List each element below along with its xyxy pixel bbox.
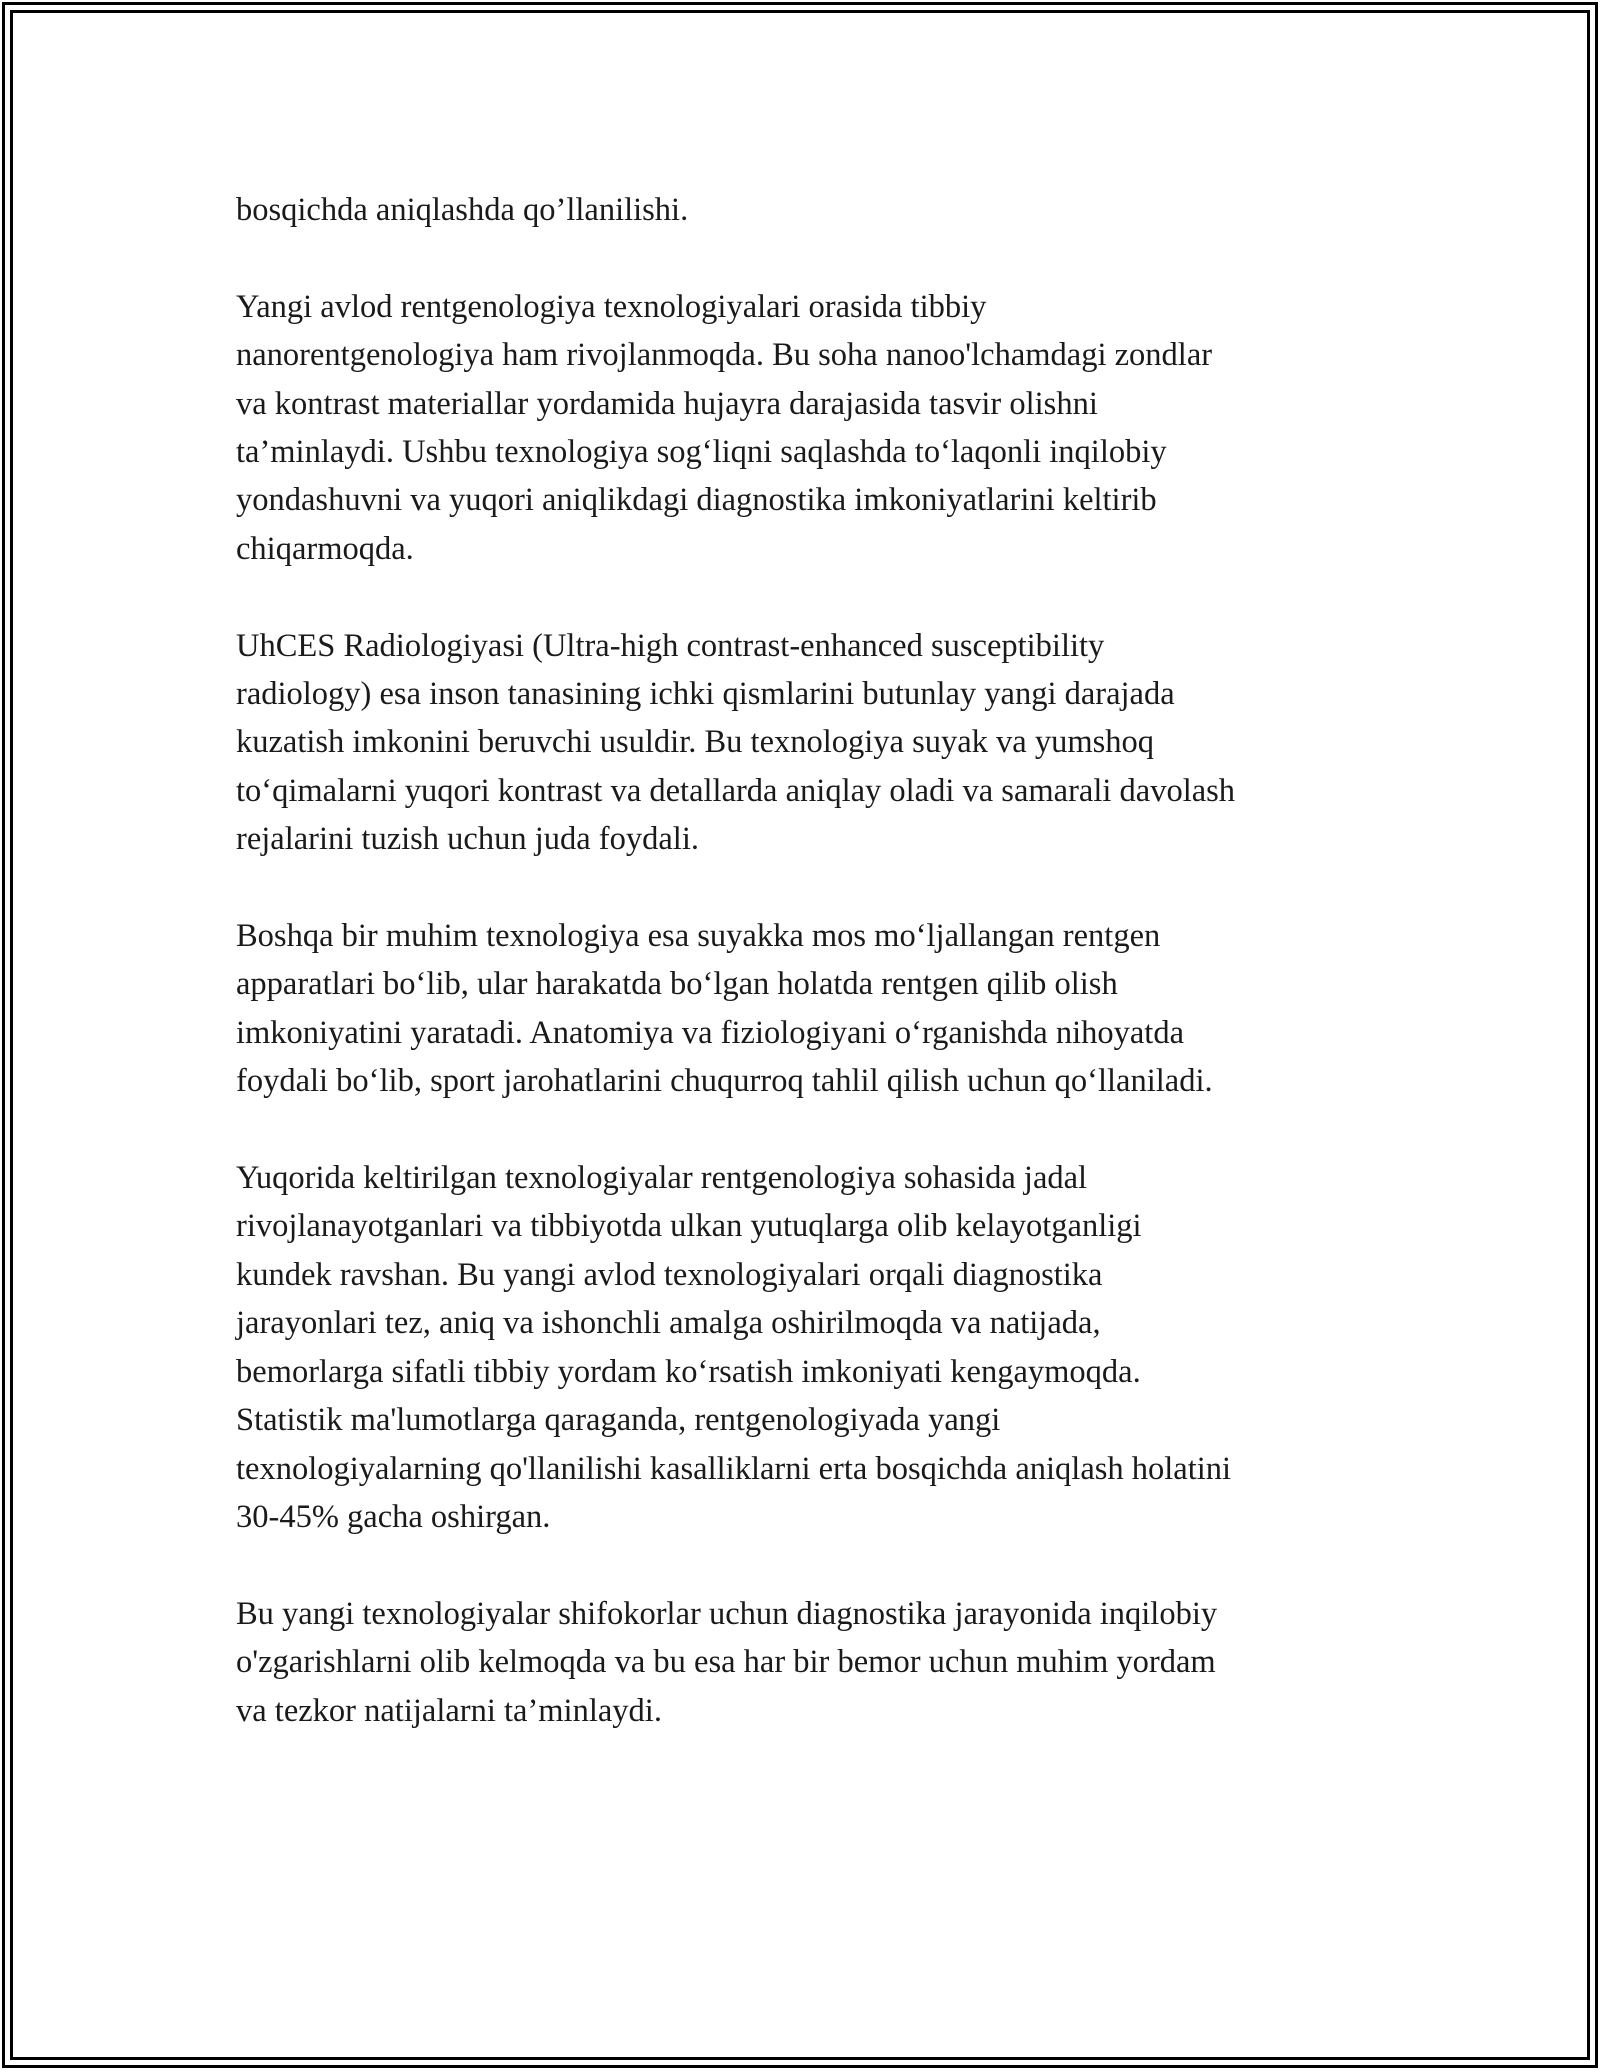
paragraph-6: Bu yangi texnologiyalar shifokorlar uchun diagnostika jarayonida inqilobiy o'zgarishlarni olib kelmoqda va bu esa har bir bemor uchun muhim yordam va tezkor natijalarni ta’minlaydi.	[236, 1595, 1218, 1729]
paragraph-1: bosqichda aniqlashda qo’llanilishi.	[236, 192, 689, 228]
document-body	[236, 186, 1386, 1783]
paragraph-2: Yangi avlod rentgenologiya texnologiyalari orasida tibbiy nanorentgenologiya ham rivojlanmoqda. Bu soha nanoo'lchamdagi zondlar va kontrast materiallar yordamida hujayra darajasida tasvir olishni ta’minlaydi. Ushbu texnologiya sog‘liqni saqlashda to‘laqonli inqilobiy yondashuvni va yuqori aniqlikdagi diagnostika imkoniyatlarini keltirib chiqarmoqda.	[236, 288, 1213, 567]
paragraph-5: Yuqorida keltirilgan texnologiyalar rentgenologiya sohasida jadal rivojlanayotganlari va tibbiyotda ulkan yutuqlarga olib kelayotganligi kundek ravshan. Bu yangi avlod texnologiyalari orqali diagnostika jarayonlari tez, aniq va ishonchli amalga oshirilmoqda va natijada, bemorlarga sifatli tibbiy yordam ko‘rsatish imkoniyati kengaymoqda. Statistik ma'lumotlarga qaraganda, rentgenologiyada yangi texnologiyalarning qo'llanilishi kasalliklarni erta bosqichda aniqlash holatini 30-45% gacha oshirgan.	[236, 1160, 1232, 1535]
paragraph-4: Boshqa bir muhim texnologiya esa suyakka mos mo‘ljallangan rentgen apparatlari bo‘lib, ular harakatda bo‘lgan holatda rentgen qilib olish imkoniyatini yaratadi. Anatomiya va fiziologiyani o‘rganishda nihoyatda foydali bo‘lib, sport jarohatlarini chuqurroq tahlil qilish uchun qo‘llaniladi.	[236, 918, 1213, 1100]
paragraph-3: UhCES Radiologiyasi (Ultra-high contrast-enhanced susceptibility radiology) esa inson tanasining ichki qismlarini butunlay yangi darajada kuzatish imkonini beruvchi usuldir. Bu texnologiya suyak va yumshoq to‘qimalarni yuqori kontrast va detallarda aniqlay oladi va samarali davolash rejalarini tuzish uchun juda foydali.	[236, 627, 1236, 858]
